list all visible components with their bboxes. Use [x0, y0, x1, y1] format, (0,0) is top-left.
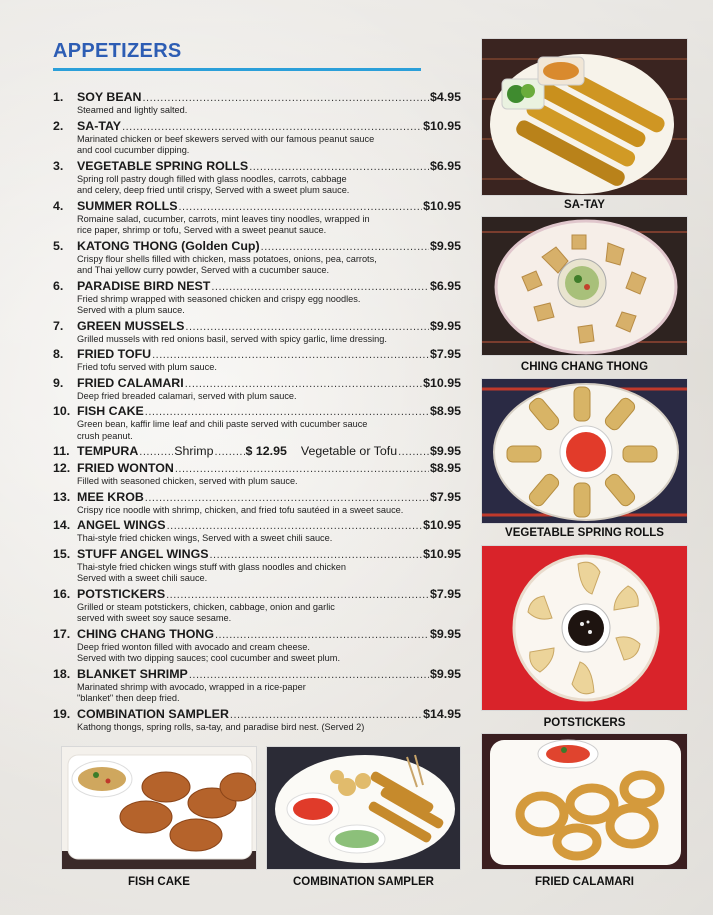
item-name: SOY BEAN	[77, 90, 142, 104]
item-number: 18.	[53, 666, 71, 681]
menu-item-line	[53, 707, 461, 722]
item-description: "blanket" then deep fried.	[77, 693, 180, 703]
menu-item-line	[53, 199, 461, 214]
item-description: Fried shrimp wrapped with seasoned chicken and crispy egg noodles.	[77, 293, 361, 304]
menu-item	[53, 159, 461, 197]
menu-item	[53, 444, 461, 459]
item-number: 13.	[53, 489, 71, 504]
item-price: $10.95	[423, 118, 461, 133]
section-title: APPETIZERS	[53, 40, 182, 62]
item-description: Deep fried breaded calamari, served with plum sauce.	[77, 390, 297, 401]
tempura-shrimp-price: $ 12.95	[245, 444, 287, 458]
item-price: $9.95	[429, 666, 461, 681]
menu-item-line	[53, 90, 461, 105]
item-name: ANGEL WINGS	[77, 518, 166, 532]
item-number: 12.	[53, 461, 71, 475]
appetizer-list	[53, 90, 461, 735]
menu-item	[53, 279, 461, 317]
item-number: 6.	[53, 278, 64, 293]
item-number: 15.	[53, 546, 71, 561]
item-number: 5.	[53, 238, 64, 253]
satay-photo	[481, 38, 688, 196]
menu-item	[53, 667, 461, 705]
item-number: 16.	[53, 586, 71, 601]
potstickers-photo	[481, 545, 688, 711]
menu-item	[53, 347, 461, 374]
item-name: FISH CAKE	[77, 404, 144, 418]
item-description: Crispy flour shells filled with chicken, mass potatoes, onions, pea, carrots,	[77, 253, 377, 264]
combination-sampler-photo	[266, 746, 461, 870]
item-name: PARADISE BIRD NEST	[77, 278, 211, 293]
leader-dots	[398, 446, 429, 458]
leader-dots	[209, 549, 422, 561]
leader-dots	[215, 629, 429, 641]
menu-item-line	[53, 587, 461, 602]
leader-dots	[166, 589, 429, 601]
menu-item	[53, 319, 461, 346]
item-description: served with sweet soy sauce sesame.	[77, 613, 232, 623]
menu-item-line	[53, 159, 461, 174]
item-name: COMBINATION SAMPLER	[77, 706, 229, 721]
fish-cake-photo	[61, 746, 257, 870]
item-name: FRIED CALAMARI	[77, 375, 184, 390]
leader-dots	[189, 669, 429, 681]
item-description: Marinated chicken or beef skewers served with our famous peanut sauce	[77, 133, 375, 144]
item-name: TEMPURA	[77, 444, 139, 458]
item-number: 1.	[53, 90, 64, 104]
item-price: $9.95	[429, 626, 461, 641]
item-description: Spring roll pastry dough filled with glass noodles, carrots, cabbage	[77, 173, 347, 184]
item-price: $6.95	[429, 158, 461, 173]
spring-rolls-photo	[481, 378, 688, 524]
leader-dots	[145, 406, 429, 418]
menu-item	[53, 547, 461, 585]
item-name: KATONG THONG (Golden Cup)	[77, 238, 260, 253]
menu-item	[53, 404, 461, 442]
ching-chang-thong-photo	[481, 216, 688, 356]
menu-item-line	[53, 667, 461, 682]
item-price: $7.95	[429, 489, 461, 504]
item-price: $9.95	[429, 318, 461, 333]
item-name: FRIED TOFU	[77, 347, 152, 361]
item-name: BLANKET SHRIMP	[77, 666, 188, 681]
leader-dots	[185, 378, 422, 390]
item-description: Steamed and lightly salted.	[77, 105, 188, 115]
menu-item-line	[53, 404, 461, 419]
item-price: $6.95	[429, 278, 461, 293]
leader-dots	[185, 321, 429, 333]
menu-item-line	[53, 461, 461, 476]
fish-cake-caption: FISH CAKE	[128, 876, 190, 888]
item-description: Fried tofu served with plum sauce.	[77, 362, 217, 372]
combination-sampler-caption: COMBINATION SAMPLER	[293, 876, 434, 888]
item-description: Green bean, kaffir lime leaf and chili paste served with cucumber sauce	[77, 419, 368, 429]
item-number: 3.	[53, 158, 64, 173]
item-number: 9.	[53, 375, 64, 390]
leader-dots	[215, 446, 245, 458]
item-name: STUFF ANGEL WINGS	[77, 546, 209, 561]
item-name: MEE KROB	[77, 489, 144, 504]
leader-dots	[122, 121, 422, 133]
menu-item-line	[53, 347, 461, 362]
item-number: 8.	[53, 347, 64, 361]
menu-item-line	[53, 319, 461, 334]
item-description: Romaine salad, cucumber, carrots, mint leaves tiny noodles, wrapped in	[77, 213, 370, 224]
potstickers-caption: POTSTICKERS	[543, 717, 626, 729]
menu-item	[53, 239, 461, 277]
item-description: Kathong thongs, spring rolls, sa-tay, and paradise bird nest. (Served 2)	[77, 721, 365, 732]
item-number: 2.	[53, 118, 64, 133]
item-name: SUMMER ROLLS	[77, 198, 178, 213]
item-description: Served with a sweet chili sauce.	[77, 573, 208, 583]
item-price: $10.95	[423, 518, 461, 532]
item-description: Marinated shrimp with avocado, wrapped in a rice-paper	[77, 681, 306, 692]
item-price: $9.95	[429, 238, 461, 253]
item-price: $9.95	[429, 444, 461, 458]
leader-dots	[249, 161, 429, 173]
menu-item	[53, 490, 461, 517]
leader-dots	[145, 492, 429, 504]
menu-item	[53, 376, 461, 403]
item-number: 7.	[53, 318, 64, 333]
item-description: Thai-style fried chicken wings stuff with glass noodles and chicken	[77, 561, 346, 572]
item-name: FRIED WONTON	[77, 461, 174, 475]
menu-item	[53, 518, 461, 545]
tempura-veg-label: Vegetable or Tofu	[300, 444, 398, 458]
leader-dots	[143, 92, 429, 104]
leader-dots	[152, 349, 429, 361]
leader-dots	[175, 463, 429, 475]
menu-item	[53, 707, 461, 734]
leader-dots	[211, 281, 429, 293]
item-number: 4.	[53, 198, 64, 213]
menu-item	[53, 119, 461, 157]
item-price: $4.95	[429, 90, 461, 104]
item-number: 10.	[53, 404, 71, 418]
leader-dots	[261, 241, 429, 253]
item-description: and Thai yellow curry powder, Served with a cucumber sauce.	[77, 265, 330, 275]
item-name: CHING CHANG THONG	[77, 626, 214, 641]
menu-item-line	[53, 518, 461, 533]
item-description: Filled with seasoned chicken, served with plum sauce.	[77, 476, 298, 486]
item-description: Thai-style fried chicken wings, Served with a sweet chili sauce.	[77, 533, 333, 543]
menu-item	[53, 199, 461, 237]
item-price: $10.95	[423, 375, 461, 390]
item-description: and celery, deep fried until crispy, Served with a sweet plum sauce.	[77, 185, 350, 195]
menu-item-line	[53, 490, 461, 505]
fried-calamari-photo	[481, 733, 688, 870]
item-name: SA-TAY	[77, 118, 122, 133]
item-price: $10.95	[423, 198, 461, 213]
menu-item-line	[53, 119, 461, 134]
item-number: 11.	[53, 444, 70, 458]
tempura-shrimp-label: Shrimp	[174, 444, 214, 458]
item-price: $8.95	[429, 404, 461, 418]
title-underline	[53, 68, 421, 71]
menu-item-line	[53, 239, 461, 254]
menu-item-line	[53, 444, 461, 459]
item-name: POTSTICKERS	[77, 586, 166, 601]
menu-item-line	[53, 547, 461, 562]
item-number: 17.	[53, 626, 71, 641]
leader-dots	[179, 201, 423, 213]
leader-dots	[139, 446, 173, 458]
item-price: $7.95	[429, 586, 461, 601]
item-description: Crispy rice noodle with shrimp, chicken, and fried tofu sautéed in a sweet sauce.	[77, 504, 404, 515]
item-name: VEGETABLE SPRING ROLLS	[77, 158, 249, 173]
item-number: 14.	[53, 518, 71, 532]
leader-dots	[230, 709, 422, 721]
item-description: Served with a plum sauce.	[77, 305, 185, 315]
item-price: $8.95	[429, 461, 461, 475]
item-description: Served with two dipping sauces; cool cucumber and sweet plum.	[77, 653, 341, 663]
leader-dots	[167, 520, 423, 532]
fried-calamari-caption: FRIED CALAMARI	[534, 876, 635, 888]
menu-item-line	[53, 627, 461, 642]
item-description: Deep fried wonton filled with avocado and cream cheese.	[77, 641, 310, 652]
satay-caption: SA-TAY	[564, 199, 605, 211]
item-price: $14.95	[423, 706, 461, 721]
item-description: rice paper, shrimp or tofu, Served with a sweet peanut sauce.	[77, 225, 327, 235]
ching-chang-thong-caption: CHING CHANG THONG	[520, 361, 649, 373]
menu-item	[53, 587, 461, 625]
menu-item-line	[53, 279, 461, 294]
item-price: $7.95	[429, 347, 461, 361]
item-description: and cool cucumber dipping.	[77, 145, 190, 155]
menu-item	[53, 461, 461, 488]
item-description: crush peanut.	[77, 430, 133, 441]
item-name: GREEN MUSSELS	[77, 318, 185, 333]
menu-item	[53, 627, 461, 665]
spring-rolls-caption: VEGETABLE SPRING ROLLS	[505, 527, 664, 539]
item-number: 19.	[53, 706, 71, 721]
item-description: Grilled or steam potstickers, chicken, cabbage, onion and garlic	[77, 601, 335, 612]
menu-item	[53, 90, 461, 117]
menu-item-line	[53, 376, 461, 391]
item-description: Grilled mussels with red onions basil, served with spicy garlic, lime dressing.	[77, 333, 387, 344]
item-price: $10.95	[423, 546, 461, 561]
